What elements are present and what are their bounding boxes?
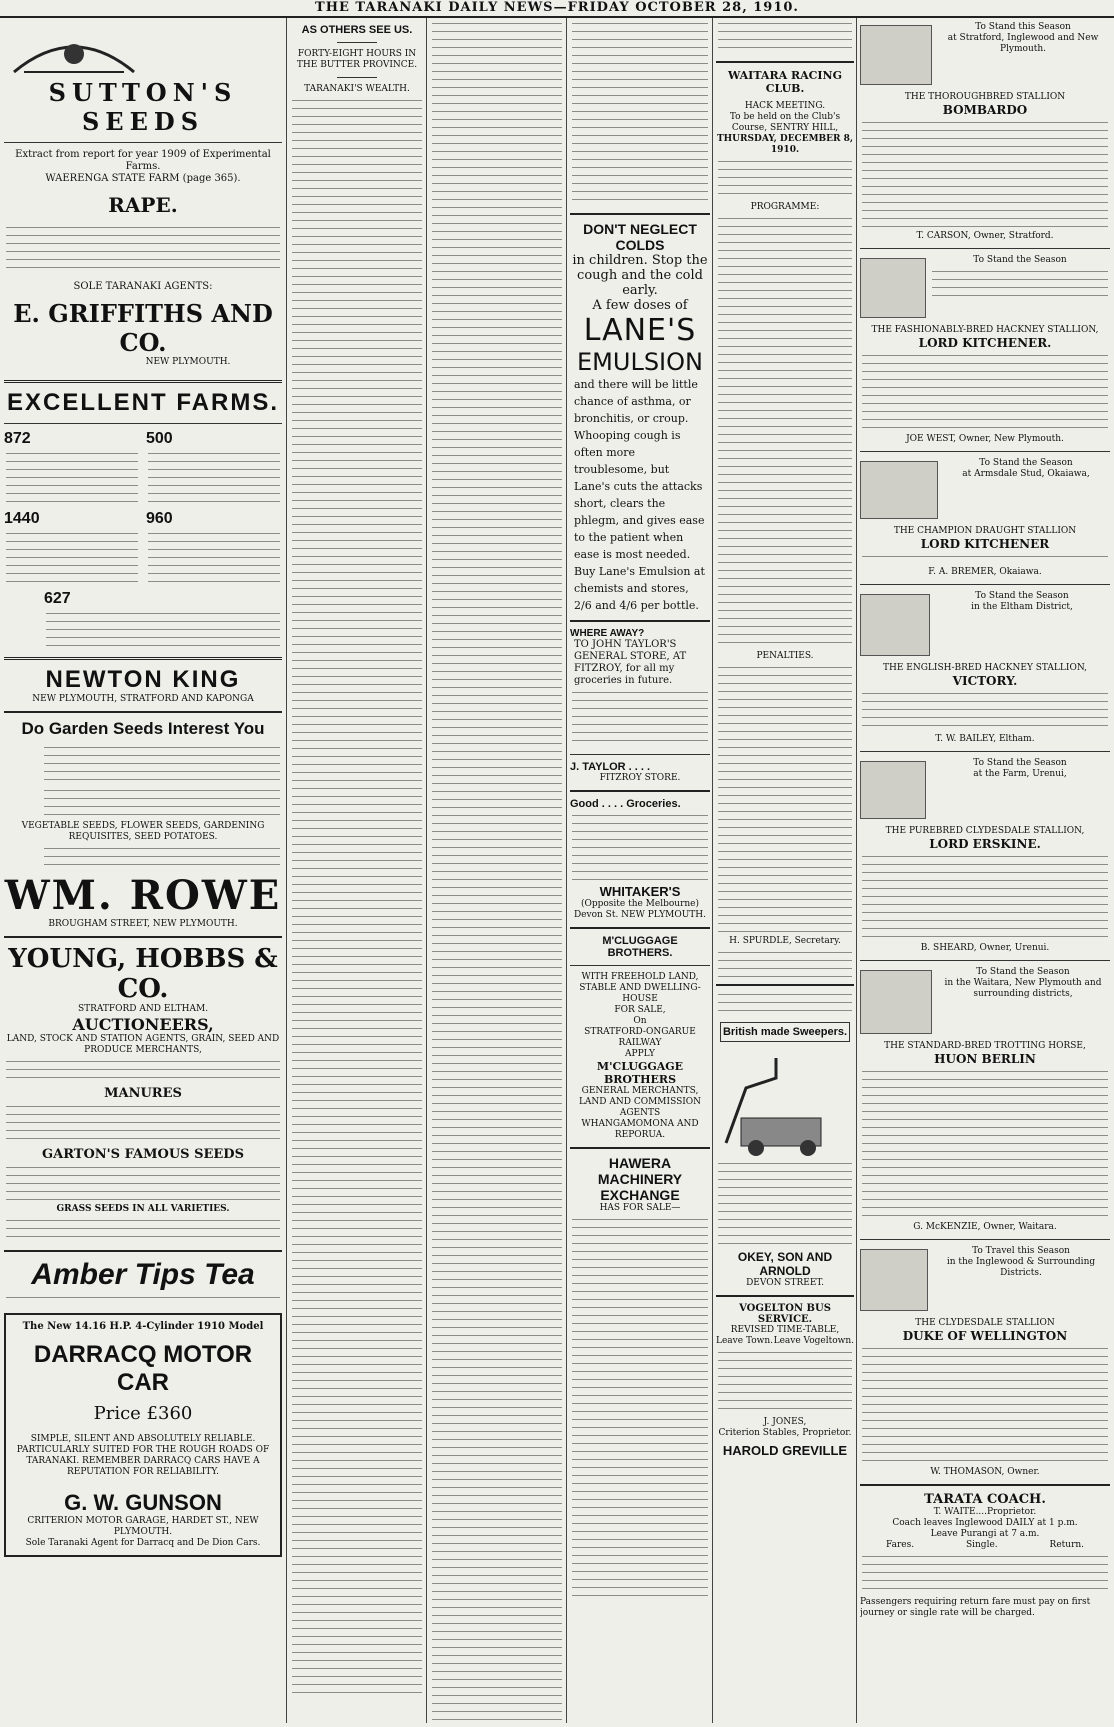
rowe-street: BROUGHAM STREET, NEW PLYMOUTH. [48, 919, 238, 929]
farm-lot: 627 [44, 590, 71, 607]
body-text [6, 1165, 280, 1201]
body-text [862, 1346, 1108, 1464]
bus-head: VOGELTON BUS SERVICE. [739, 1303, 831, 1325]
body-text [572, 813, 708, 881]
stallion-title: THE THOROUGHBRED STALLION [904, 92, 1066, 102]
darracq-agent: G. W. GUNSON [64, 1490, 222, 1515]
where-text: TO JOHN TAYLOR'S GENERAL STORE, AT FITZROY, for all my groceries in future. [574, 639, 687, 686]
column-article-2 [430, 18, 564, 1723]
horse-illustration [860, 761, 926, 819]
column-notices [716, 18, 854, 1723]
hawera-sub: HAS FOR SALE— [599, 1203, 681, 1213]
stallion-name: LORD KITCHENER. [918, 336, 1052, 350]
body-text [862, 1069, 1108, 1219]
okey-street: DEVON STREET. [746, 1278, 824, 1288]
manures-heading: MANURES [104, 1086, 182, 1101]
stallion-name: DUKE OF WELLINGTON [902, 1329, 1068, 1343]
horse-illustration [860, 594, 930, 656]
body-text [862, 854, 1108, 940]
garton-heading: GARTON'S FAMOUS SEEDS [42, 1147, 244, 1162]
young-name: YOUNG, HOBBS & CO. [8, 944, 278, 1004]
body-text [862, 353, 1108, 431]
body-text [572, 690, 708, 748]
stallion-location: in the Waitara, New Plymouth and surrounding districts, [944, 978, 1102, 999]
darracq-price: Price £360 [93, 1403, 193, 1424]
body-text [44, 745, 280, 785]
article-subhead: FORTY-EIGHT HOURS IN THE BUTTER PROVINCE. [296, 49, 418, 70]
stallion-title: THE CLYDESDALE STALLION [915, 1318, 1055, 1328]
lanes-brand: LANE'S [583, 313, 697, 348]
taylor-store: FITZROY STORE. [599, 773, 681, 783]
waitara-programme: PROGRAMME: [750, 202, 820, 212]
lanes-brand: EMULSION [577, 348, 703, 376]
waitara-head: WAITARA RACING CLUB. [728, 69, 842, 95]
griffiths-place: NEW PLYMOUTH. [145, 357, 231, 367]
body-text [718, 1350, 852, 1414]
stallion-ad [860, 967, 1110, 1037]
mcluggage-trade: GENERAL MERCHANTS, LAND AND COMMISSION AGENTS [578, 1086, 702, 1118]
body-text [6, 225, 280, 271]
column-rule [426, 18, 427, 1723]
coach-leave-2: Leave Purangi at 7 a.m. [930, 1529, 1040, 1539]
stallion-owner: T. CARSON, Owner, Stratford. [916, 231, 1054, 241]
stallion-owner: W. THOMASON, Owner. [930, 1467, 1040, 1477]
body-text [432, 21, 562, 1721]
sweeper-illustration [716, 1048, 854, 1158]
column-rule [856, 18, 857, 1723]
stallion-stand: To Stand the Season [976, 967, 1070, 977]
coach-leaves: Coach leaves Inglewood DAILY at 1 p.m. [892, 1518, 1078, 1528]
column-ads-left [4, 18, 282, 1723]
stallion-ad [860, 22, 1110, 88]
darracq-model: The New 14.16 H.P. 4-Cylinder 1910 Model [22, 1321, 264, 1332]
coach-return: Return. [1049, 1540, 1085, 1550]
stallion-location: at Armsdale Stud, Okaiawa, [962, 469, 1090, 479]
young-role: AUCTIONEERS, [72, 1015, 214, 1034]
body-text [718, 21, 852, 55]
body-text [6, 531, 138, 587]
column-rule [712, 18, 713, 1723]
waitara-meet: HACK MEETING. [744, 101, 826, 111]
stallion-owner: JOE WEST, Owner, New Plymouth. [906, 434, 1064, 444]
column-ads-middle [570, 18, 710, 1723]
stallion-name: LORD KITCHENER [920, 537, 1050, 551]
bus-proprietor: J. JONES, [763, 1417, 807, 1427]
newton-king-name: NEWTON KING [45, 666, 241, 693]
horse-illustration [860, 1249, 928, 1311]
mcluggage-name: M'CLUGGAGE BROTHERS. [602, 935, 678, 959]
coach-fares: Fares. [885, 1540, 915, 1550]
coach-owner: T. WAITE....Proprietor. [933, 1507, 1037, 1517]
greville-name: HAROLD GREVILLE [722, 1443, 848, 1458]
garden-heading: Do Garden Seeds Interest You [21, 719, 265, 738]
stallion-owner: B. SHEARD, Owner, Urenui. [920, 943, 1050, 953]
horse-illustration [860, 461, 938, 519]
body-text [862, 1554, 1108, 1594]
sutton-extract: Extract from report for year 1909 of Experimental Farms. [15, 149, 271, 172]
stallion-title: THE STANDARD-BRED TROTTING HORSE, [884, 1041, 1086, 1051]
darracq-blurb: SIMPLE, SILENT AND ABSOLUTELY RELIABLE. PARTICULARLY SUITED FOR THE ROUGH ROADS OF TARANAKI. REMEMBER DARRACQ CARS HAVE A REPUTATION FOR RELIABILITY. [16, 1434, 270, 1477]
stallion-name: VICTORY. [952, 674, 1018, 688]
stallion-ad [860, 255, 1110, 321]
sutton-title: SUTTON'S SEEDS [48, 78, 238, 136]
griffiths-name: E. GRIFFITHS AND CO. [13, 299, 273, 357]
body-text [6, 1059, 280, 1083]
mcluggage-land: WITH FREEHOLD LAND, STABLE AND DWELLING-HOUSE [579, 972, 701, 1004]
mcluggage-place: WHANGAMOMONA AND REPORUA. [581, 1119, 699, 1140]
stallion-title: THE FASHIONABLY-BRED HACKNEY STALLION, [871, 325, 1099, 335]
stallion-stand: To Stand the Season [973, 255, 1067, 265]
sweepers-head: British made Sweepers. [720, 1022, 850, 1042]
darracq-agent-note: Sole Taranaki Agent for Darracq and De Dion Cars. [25, 1538, 261, 1548]
grass-seeds: GRASS SEEDS IN ALL VARIETIES. [56, 1204, 230, 1214]
stallion-name: HUON BERLIN [934, 1052, 1036, 1066]
waitara-date: THURSDAY, DECEMBER 8, 1910. [716, 134, 854, 155]
body-text [6, 1295, 280, 1303]
mcluggage-apply: APPLY [625, 1049, 655, 1059]
stallion-location: in the Eltham District, [971, 602, 1073, 612]
whitaker-name: WHITAKER'S [599, 884, 681, 899]
bus-sub: REVISED TIME-TABLE, [730, 1325, 840, 1335]
body-text [862, 691, 1108, 731]
good-head: Good . . . . Groceries. [570, 798, 681, 810]
body-text [148, 451, 280, 507]
stallion-ad [860, 758, 1110, 822]
stallion-agent: F. A. BREMER, Okaiawa. [928, 567, 1042, 577]
column-article-1 [290, 18, 424, 1723]
sutton-station: WAERENGA STATE FARM (page 365). [45, 173, 241, 184]
stallion-title: THE PUREBRED CLYDESDALE STALLION, [885, 826, 1085, 836]
body-text [6, 1218, 280, 1244]
whitaker-addr: (Opposite the Melbourne) [580, 899, 700, 909]
bus-leave-vogeltown: Leave Vogeltown. [773, 1336, 854, 1346]
body-text [46, 611, 280, 651]
stallion-ad [860, 458, 1110, 522]
body-text [718, 1161, 852, 1247]
horse-illustration [860, 25, 932, 85]
stallion-location: in the Inglewood & Surrounding Districts. [946, 1257, 1096, 1278]
farm-lot: 1440 [4, 510, 40, 527]
body-text [862, 554, 1108, 564]
stallion-stand: To Travel this Season [972, 1246, 1070, 1256]
stallion-location: at Stratford, Inglewood and New Plymouth. [947, 33, 1099, 54]
rowe-name: WM. ROWE [4, 872, 282, 919]
farm-lot: 960 [146, 510, 173, 527]
bus-garage: Criterion Stables, Proprietor. [718, 1428, 852, 1438]
mcluggage-railway: STRATFORD-ONGARUE RAILWAY [584, 1027, 696, 1048]
sutton-crop: RAPE. [108, 193, 178, 217]
lanes-text: and there will be little chance of asthma, or bronchitis, or croup. Whooping cough is often more troublesome, but Lane's cuts the attacks short, clears the phlegm, and gives ease to the patient when ease is most needed. Buy Lane's Emulsion at chemists and stores, 2/6 and 4/6 per bottle. [574, 378, 705, 612]
stallion-name: LORD ERSKINE. [929, 837, 1041, 851]
body-text [718, 216, 852, 648]
lanes-line: in children. Stop the [572, 253, 708, 268]
body-text [44, 788, 280, 818]
body-text [572, 1217, 708, 1597]
lanes-line: cough and the cold early. [577, 268, 703, 298]
body-text [718, 992, 852, 1016]
young-places: STRATFORD AND ELTHAM. [77, 1004, 209, 1014]
coach-single: Single. [965, 1540, 998, 1550]
body-text [718, 159, 852, 199]
stallion-stand: To Stand the Season [975, 591, 1069, 601]
stallion-owner: G. McKENZIE, Owner, Waitara. [913, 1222, 1057, 1232]
body-text [292, 98, 422, 1698]
young-trade: LAND, STOCK AND STATION AGENTS, GRAIN, SEED AND PRODUCE MERCHANTS, [6, 1034, 280, 1055]
stallion-stand: To Stand the Season [973, 758, 1067, 768]
sutton-illustration [4, 32, 282, 78]
body-text [148, 531, 280, 587]
farms-heading: EXCELLENT FARMS. [6, 389, 279, 416]
stallion-ad [860, 1246, 1110, 1314]
hawera-head: HAWERA MACHINERY EXCHANGE [597, 1155, 683, 1203]
stallion-stand: To Stand the Season [979, 458, 1073, 468]
body-text [6, 1104, 280, 1144]
stallion-name: BOMBARDO [942, 103, 1028, 117]
body-text [932, 269, 1108, 303]
horse-illustration [860, 970, 932, 1034]
article-heading: AS OTHERS SEE US. [301, 24, 413, 36]
bus-leave-town: Leave Town. [716, 1336, 774, 1346]
okey-name: OKEY, SON AND ARNOLD [737, 1250, 833, 1278]
stallion-ad [860, 591, 1110, 659]
stallion-owner: T. W. BAILEY, Eltham. [935, 734, 1035, 744]
garden-items: VEGETABLE SEEDS, FLOWER SEEDS, GARDENING REQUISITES, SEED POTATOES. [21, 821, 265, 842]
body-text [572, 21, 708, 207]
column-rule [286, 18, 287, 1723]
darracq-name: DARRACQ MOTOR CAR [33, 1341, 253, 1396]
article-subhead-2: TARANAKI'S WEALTH. [304, 84, 410, 94]
lanes-head: DON'T NEGLECT COLDS [583, 221, 697, 253]
mcluggage-sale: FOR SALE, [614, 1005, 666, 1015]
body-text [718, 950, 852, 978]
waitara-held: To be held on the Club's Course, SENTRY HILL, [729, 112, 841, 133]
horse-illustration [860, 258, 926, 318]
darracq-ad [4, 1313, 282, 1557]
stallion-location: at the Farm, Urenui, [973, 769, 1067, 779]
newton-king-places: NEW PLYMOUTH, STRATFORD AND KAPONGA [32, 694, 254, 704]
farms-listings [4, 430, 282, 590]
farm-lot: 872 [4, 430, 31, 447]
column-rule [566, 18, 567, 1723]
masthead: THE TARANAKI DAILY NEWS—FRIDAY OCTOBER 28, 1910. [0, 0, 1114, 18]
stallion-stand: To Stand this Season [975, 22, 1071, 32]
mcluggage-on: On [633, 1016, 647, 1026]
stallion-title: THE CHAMPION DRAUGHT STALLION [893, 526, 1077, 536]
whitaker-town: Devon St. NEW PLYMOUTH. [573, 910, 707, 920]
lanes-line: A few doses of [592, 298, 688, 313]
waitara-penalties: PENALTIES. [756, 651, 814, 661]
taylor-name: J. TAYLOR . . . . [570, 761, 651, 773]
coach-note: Passengers requiring return fare must pay on first journey or single rate will be charged. [860, 1597, 1091, 1618]
body-text [6, 451, 138, 507]
amber-tips-tea: Amber Tips Tea [31, 1258, 255, 1291]
body-text [862, 120, 1108, 228]
column-stallions [860, 18, 1110, 1723]
body-text [718, 665, 852, 933]
sutton-agents-label: SOLE TARANAKI AGENTS: [73, 281, 213, 292]
farm-lot: 500 [146, 430, 173, 447]
coach-head: TARATA COACH. [924, 1492, 1046, 1507]
body-text [44, 846, 280, 868]
mcluggage-name-2: M'CLUGGAGE BROTHERS [596, 1060, 684, 1086]
where-head: WHERE AWAY? [570, 628, 645, 639]
waitara-secretary: H. SPURDLE, Secretary. [729, 936, 841, 946]
darracq-agent-address: CRITERION MOTOR GARAGE, HARDET ST., NEW PLYMOUTH. [27, 1516, 259, 1537]
stallion-title: THE ENGLISH-BRED HACKNEY STALLION, [883, 663, 1087, 673]
